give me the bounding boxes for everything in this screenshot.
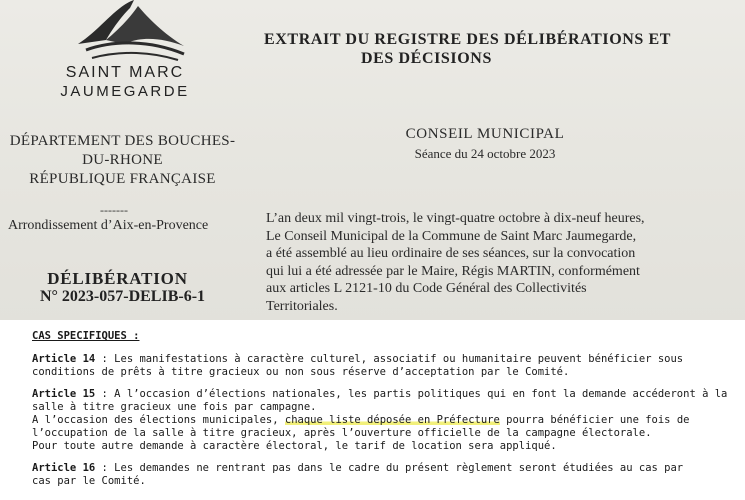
intro-line: qui lui a été adressée par le Maire, Régis MARTIN, conformément (266, 263, 640, 279)
department-block: DÉPARTEMENT DES BOUCHES- DU-RHONE RÉPUBLIQUE FRANÇAISE (9, 133, 236, 187)
intro-line: aux articles L 2121-10 du Code Général des Collectivités (266, 281, 587, 296)
section-title: CAS SPECIFIQUES : (32, 330, 140, 342)
separator-dashes: ------- (100, 203, 128, 217)
article-14: Article 14 : Les manifestations à caractère culturel, associatif ou humanitaire peuvent bénéficier sous conditions de prêts à titre gracieux ou non sous réserve d’acceptation par le Comité. (32, 353, 684, 378)
article-15: Article 15 : A l’occasion d’élections nationales, les partis politiques qui en font la demande accéderont à la salle à titre gracieux une fois par campagne. A l’occasion des élections municipales, chaque liste déposée en Préfecture pourra bénéficier une fois de l’occupation de la salle à titre gracieux, après l’ouverture officielle de la campagne électorale. Pour toute autre demande à caractère électoral, le tarif de location sera appliqué. (32, 388, 728, 452)
intro-line: Le Conseil Municipal de la Commune de Saint Marc Jaumegarde, (266, 228, 637, 244)
deliberation-number: N° 2023-057-DELIB-6-1 (39, 288, 206, 305)
article-16: Article 16 : Les demandes ne rentrant pas dans le cadre du présent règlement seront étudiées au cas par cas par le Comité. (32, 462, 684, 487)
council-heading: CONSEIL MUNICIPAL (405, 126, 565, 142)
article-label: Article 16 (32, 462, 96, 474)
article-label: Article 15 (32, 388, 96, 400)
rules-excerpt (0, 320, 745, 500)
highlighted-text: chaque liste déposée en Préfecture (284, 414, 500, 426)
article-label: Article 14 (32, 353, 96, 365)
intro-line: L’an deux mil vingt-trois, le vingt-quatre octobre à dix-neuf heures, (266, 211, 645, 226)
mountain-logo-icon (72, 0, 190, 62)
brand-subname: JAUMEGARDE (60, 83, 190, 100)
intro-line: a été assemblé au lieu ordinaire de ses séances, sur la convocation (266, 246, 636, 261)
municipality-logo (50, 0, 200, 110)
intro-paragraph (266, 210, 706, 315)
register-title: EXTRAIT DU REGISTRE DES DÉLIBÉRATIONS ET DES DÉCISIONS (264, 31, 672, 67)
brand-name: SAINT MARC (65, 64, 185, 81)
arrondissement: Arrondissement d’Aix-en-Provence (8, 218, 209, 233)
session-date: Séance du 24 octobre 2023 (414, 146, 556, 161)
deliberation-title: DÉLIBÉRATION (47, 269, 188, 288)
rules-text (32, 330, 728, 497)
intro-line: Territoriales. (266, 298, 338, 314)
